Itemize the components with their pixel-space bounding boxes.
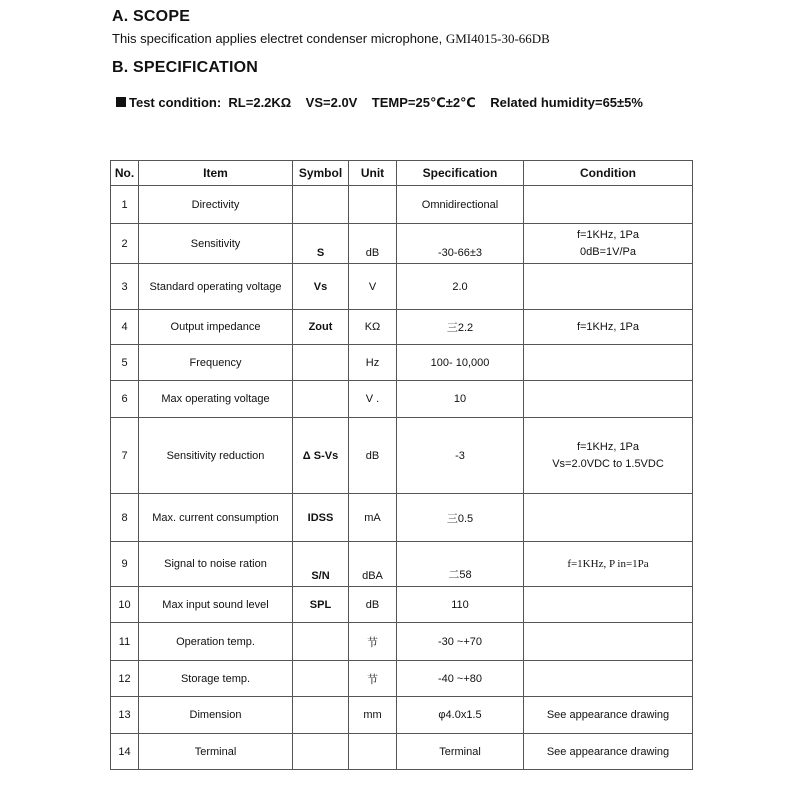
test-condition <box>116 95 643 111</box>
table-row <box>111 186 693 224</box>
condition-line-1: f=1KHz, 1Pa <box>576 228 640 241</box>
cell-symbol: S/N <box>293 542 349 587</box>
condition-line-2: Vs=2.0VDC to 1.5VDC <box>552 457 664 470</box>
table-row <box>111 310 693 345</box>
cell-item: Directivity <box>139 186 293 224</box>
scope-heading: A. SCOPE <box>112 8 191 25</box>
cell-condition <box>524 186 693 224</box>
cell-item: Sensitivity reduction <box>139 418 293 494</box>
cell-symbol <box>293 623 349 661</box>
column-header-no: No. <box>111 161 139 186</box>
cell-condition: f=1KHz, 1Pa <box>524 310 693 345</box>
cell-item: Sensitivity <box>139 224 293 264</box>
cell-no: 10 <box>111 587 139 623</box>
cell-spec: -3 <box>397 418 524 494</box>
cell-unit: KΩ <box>349 310 397 345</box>
cell-symbol <box>293 734 349 770</box>
cell-symbol: Zout <box>293 310 349 345</box>
table-row <box>111 734 693 770</box>
cell-no: 11 <box>111 623 139 661</box>
cell-spec: 2.0 <box>397 264 524 310</box>
cell-item: Max. current consumption <box>139 494 293 542</box>
test-condition-text: Test condition: RL=2.2KΩ VS=2.0V TEMP=25℃±2℃ Related humidity=65±5% <box>129 95 643 110</box>
cell-spec: 110 <box>397 587 524 623</box>
cell-spec: -30-66±3 <box>397 224 524 264</box>
cell-condition: f=1KHz, P in=1Pa <box>524 542 693 587</box>
cell-condition <box>524 494 693 542</box>
column-header-unit: Unit <box>349 161 397 186</box>
cell-symbol <box>293 697 349 734</box>
scope-model: GMI4015-30-66DB <box>445 31 550 46</box>
cell-item: Dimension <box>139 697 293 734</box>
cell-item: Signal to noise ration <box>139 542 293 587</box>
cell-no: 12 <box>111 661 139 697</box>
cell-unit <box>349 186 397 224</box>
cell-symbol: Vs <box>293 264 349 310</box>
table-row <box>111 542 693 587</box>
condition-line-1: f=1KHz, 1Pa <box>576 440 640 453</box>
cell-no: 5 <box>111 345 139 381</box>
table-row <box>111 587 693 623</box>
cell-unit: V <box>349 264 397 310</box>
table-row <box>111 661 693 697</box>
cell-spec: 100- 10,000 <box>397 345 524 381</box>
specification-table <box>110 160 693 770</box>
cell-item: Terminal <box>139 734 293 770</box>
cell-condition <box>524 345 693 381</box>
table-row <box>111 623 693 661</box>
cell-unit: 节 <box>349 661 397 697</box>
cell-symbol <box>293 186 349 224</box>
cell-spec: Omnidirectional <box>397 186 524 224</box>
cell-condition <box>524 381 693 418</box>
cell-no: 6 <box>111 381 139 418</box>
cell-spec: -40 ~+80 <box>397 661 524 697</box>
table-row <box>111 381 693 418</box>
black-square-bullet-icon <box>116 97 126 107</box>
cell-symbol: IDSS <box>293 494 349 542</box>
cell-spec: 二58 <box>397 542 524 587</box>
cell-spec: Terminal <box>397 734 524 770</box>
cell-condition <box>524 587 693 623</box>
cell-condition <box>524 224 693 264</box>
cell-unit <box>349 734 397 770</box>
cell-condition <box>524 264 693 310</box>
cell-unit: dB <box>349 418 397 494</box>
cell-item: Storage temp. <box>139 661 293 697</box>
cell-no: 14 <box>111 734 139 770</box>
cell-item: Operation temp. <box>139 623 293 661</box>
cell-item: Max input sound level <box>139 587 293 623</box>
cell-no: 7 <box>111 418 139 494</box>
cell-condition <box>524 623 693 661</box>
cell-symbol: SPL <box>293 587 349 623</box>
cell-no: 4 <box>111 310 139 345</box>
cell-unit: Hz <box>349 345 397 381</box>
cell-symbol <box>293 345 349 381</box>
table-header-row <box>111 161 693 186</box>
cell-condition: See appearance drawing <box>524 697 693 734</box>
column-header-condition: Condition <box>524 161 693 186</box>
cell-spec: -30 ~+70 <box>397 623 524 661</box>
cell-item: Frequency <box>139 345 293 381</box>
table-row <box>111 418 693 494</box>
cell-condition: See appearance drawing <box>524 734 693 770</box>
column-header-item: Item <box>139 161 293 186</box>
cell-condition <box>524 661 693 697</box>
cell-unit: dBA <box>349 542 397 587</box>
scope-text <box>112 31 550 47</box>
cell-no: 3 <box>111 264 139 310</box>
cell-no: 8 <box>111 494 139 542</box>
cell-symbol: Δ S-Vs <box>293 418 349 494</box>
cell-item: Standard operating voltage <box>139 264 293 310</box>
table-row <box>111 224 693 264</box>
cell-unit: dB <box>349 224 397 264</box>
column-header-symbol: Symbol <box>293 161 349 186</box>
specification-heading: B. SPECIFICATION <box>112 59 259 76</box>
cell-unit: mm <box>349 697 397 734</box>
cell-item: Max operating voltage <box>139 381 293 418</box>
condition-line-2: 0dB=1V/Pa <box>580 245 636 258</box>
scope-sentence: This specification applies electret condenser microphone, <box>112 31 443 46</box>
cell-spec: 三0.5 <box>397 494 524 542</box>
cell-spec: φ4.0x1.5 <box>397 697 524 734</box>
cell-unit: V . <box>349 381 397 418</box>
table-row <box>111 494 693 542</box>
cell-spec: 10 <box>397 381 524 418</box>
cell-no: 13 <box>111 697 139 734</box>
cell-symbol <box>293 381 349 418</box>
cell-no: 1 <box>111 186 139 224</box>
table-row <box>111 697 693 734</box>
table-row <box>111 345 693 381</box>
table-row <box>111 264 693 310</box>
cell-no: 9 <box>111 542 139 587</box>
cell-condition <box>524 418 693 494</box>
cell-unit: dB <box>349 587 397 623</box>
cell-unit: mA <box>349 494 397 542</box>
cell-no: 2 <box>111 224 139 264</box>
cell-unit: 节 <box>349 623 397 661</box>
cell-spec: 三2.2 <box>397 310 524 345</box>
cell-symbol: S <box>293 224 349 264</box>
cell-symbol <box>293 661 349 697</box>
column-header-specification: Specification <box>397 161 524 186</box>
cell-item: Output impedance <box>139 310 293 345</box>
